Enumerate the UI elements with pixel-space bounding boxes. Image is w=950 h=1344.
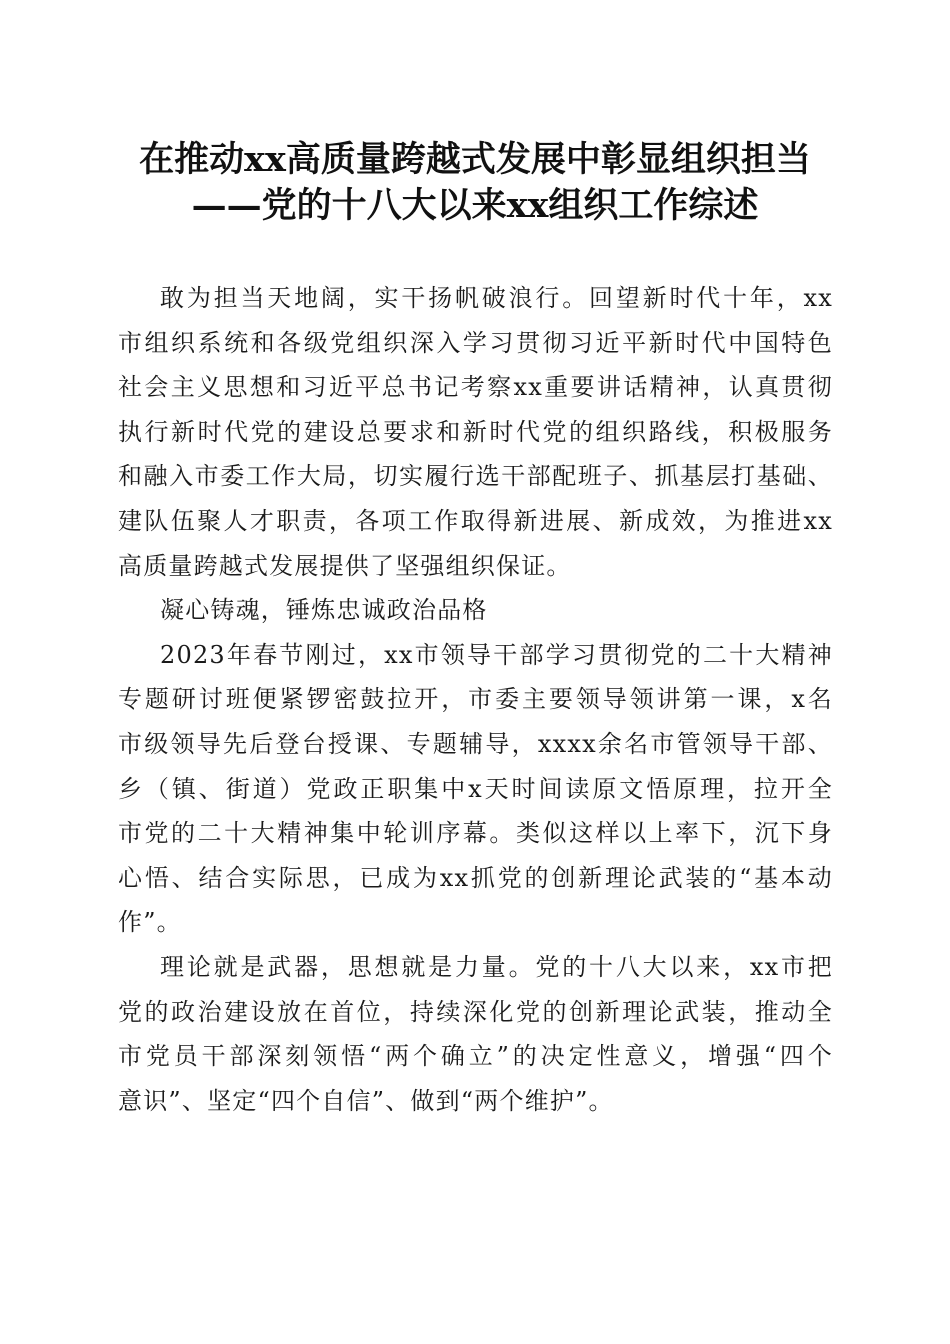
paragraph-line: 2023年春节刚过，xx市领导干部学习贯彻党的二十大精神 [160, 640, 833, 669]
paragraph-line: 社会主义思想和习近平总书记考察xx重要讲话精神，认真贯彻 [118, 373, 833, 402]
paragraph-line: 心悟、结合实际思，已成为xx抓党的创新理论武装的“基本动 [118, 863, 833, 892]
paragraph-line: 建队伍聚人才职责，各项工作取得新进展、新成效，为推进xx [118, 506, 833, 535]
paragraph-line: 敢为担当天地阔，实干扬帆破浪行。回望新时代十年，xx [160, 284, 833, 312]
section-heading: 凝心铸魂，锤炼忠诚政治品格 [160, 596, 488, 625]
paragraph-line: 市级领导先后登台授课、专题辅导，xxxx余名市管领导干部、 [118, 729, 833, 758]
document-body [118, 276, 833, 1123]
paragraph-line: 市党的二十大精神集中轮训序幕。类似这样以上率下，沉下身 [118, 819, 833, 848]
paragraph-line: 作”。 [118, 908, 182, 937]
paragraph-line: 党的政治建设放在首位，持续深化党的创新理论武装，推动全 [118, 997, 833, 1026]
paragraph-line: 市党员干部深刻领悟“两个确立”的决定性意义，增强“四个 [118, 1042, 833, 1071]
paragraph-line: 专题研讨班便紧锣密鼓拉开，市委主要领导领讲第一课，x名 [118, 685, 833, 714]
paragraph-line: 乡（镇、街道）党政正职集中x天时间读原文悟原理，拉开全 [118, 774, 833, 803]
document-subtitle: ——党的十八大以来xx组织工作综述 [191, 185, 759, 226]
paragraph-line: 执行新时代党的建设总要求和新时代党的组织路线，积极服务 [118, 417, 833, 446]
paragraph-line: 和融入市委工作大局，切实履行选干部配班子、抓基层打基础、 [118, 462, 833, 491]
document-title: 在推动xx高质量跨越式发展中彰显组织担当 [139, 139, 811, 180]
paragraph-line: 高质量跨越式发展提供了坚强组织保证。 [118, 551, 572, 580]
paragraph-line: 理论就是武器，思想就是力量。党的十八大以来，xx市把 [160, 952, 833, 981]
paragraph-line: 市组织系统和各级党组织深入学习贯彻习近平新时代中国特色 [118, 328, 833, 357]
paragraph-line: 意识”、坚定“四个自信”、做到“两个维护”。 [118, 1086, 614, 1115]
